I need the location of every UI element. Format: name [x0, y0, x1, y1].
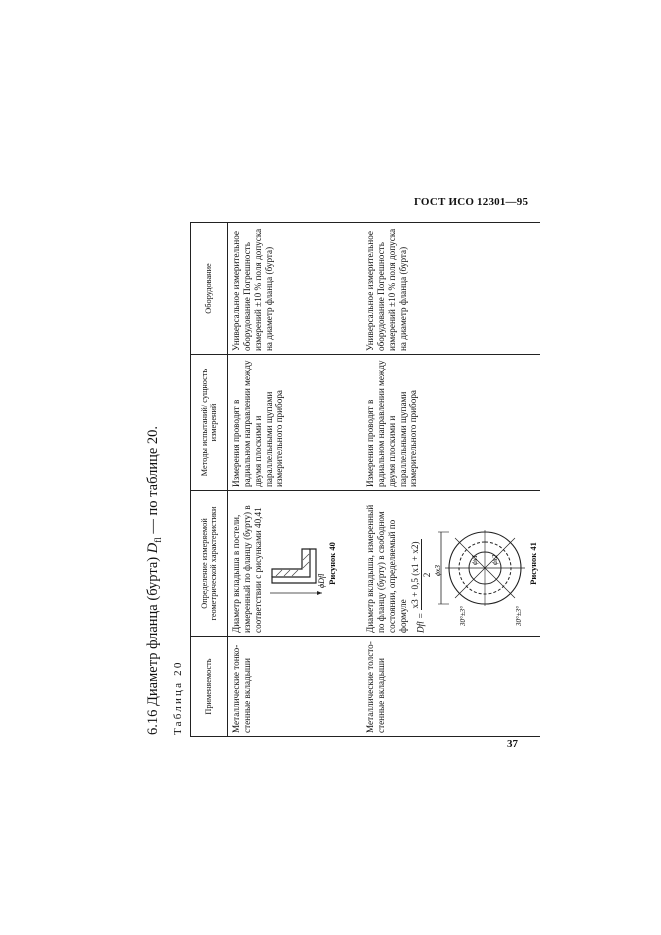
figure-41-angle-top: 30°±3° — [459, 606, 468, 627]
figure-40-caption: Рисунок 40 — [326, 542, 337, 585]
page-number: 37 — [507, 738, 518, 750]
figure-41-angle-bottom: 30°±3° — [515, 606, 524, 627]
heading-symbol: D — [145, 542, 161, 554]
figure-41-label-x1: ϕx1 — [471, 555, 480, 566]
cell-definition — [228, 491, 364, 637]
header-applicability: Применяемость — [191, 637, 228, 737]
figure-41-label-x2: ϕx2 — [491, 555, 500, 566]
formula-lhs: Dfl = — [415, 612, 426, 633]
definition-text: Диаметр вкладыша в постели, измеренный по фланцу (бурту) в соответствии с рисунками 40,41 — [231, 505, 263, 633]
heading-tail: — по таблице 20. — [145, 425, 161, 538]
header-method: Методы испытаний/ сущность измерений — [191, 355, 228, 491]
formula-numerator: x3 + 0,5 (x1 + x2) — [410, 541, 421, 609]
section-heading — [145, 426, 163, 735]
figure-41-label-x3: ϕx3 — [433, 565, 443, 577]
formula — [410, 494, 433, 633]
table-row — [228, 223, 364, 737]
cell-equipment: Универсальное измерительное оборудование Погрешность измерений ±10 % поля допуска на диаметр фланца (бурта) — [228, 223, 364, 355]
formula-denominator: 2 — [422, 572, 433, 578]
table-caption: Таблица 20 — [172, 660, 184, 735]
header-equipment: Оборудование — [191, 223, 228, 355]
cell-applicability: Металлические толстостенные вкладыши — [363, 637, 540, 737]
figure-41-ring-drawing — [435, 499, 527, 629]
definition-text: Диаметр вкладыша, измеренный по фланцу (бурту) в свободном состоянии, определяемый по формуле — [365, 504, 408, 633]
figure-40-label: ϕDfl — [316, 574, 326, 589]
heading-subscript: fl — [152, 537, 163, 543]
formula-fraction — [410, 539, 433, 610]
data-table — [190, 222, 540, 737]
cell-equipment: Универсальное измерительное оборудование Погрешность измерений ±10 % поля допуска на диаметр фланца (бурта) — [363, 223, 540, 355]
standard-number: ГОСТ ИСО 12301—95 — [414, 196, 529, 208]
cell-method: Измерения проводят в радиальном направлении между двумя плоскими и параллельными щупами измерительного прибора — [228, 355, 364, 491]
cell-applicability: Металлические тонкостенные вкладыши — [228, 637, 364, 737]
cell-method: Измерения проводят в радиальном направлении между двумя плоскими и параллельными щупами измерительного прибора — [363, 355, 540, 491]
heading-text: 6.16 Диаметр фланца (бурта) — [145, 553, 161, 735]
table-header-row — [191, 223, 228, 737]
cell-definition — [363, 491, 540, 637]
figure-40-flange-drawing — [266, 528, 326, 600]
header-definition: Определение измеряемой геометрической характеристики — [191, 491, 228, 637]
table-row — [363, 223, 540, 737]
figure-41-caption: Рисунок 41 — [528, 542, 539, 585]
